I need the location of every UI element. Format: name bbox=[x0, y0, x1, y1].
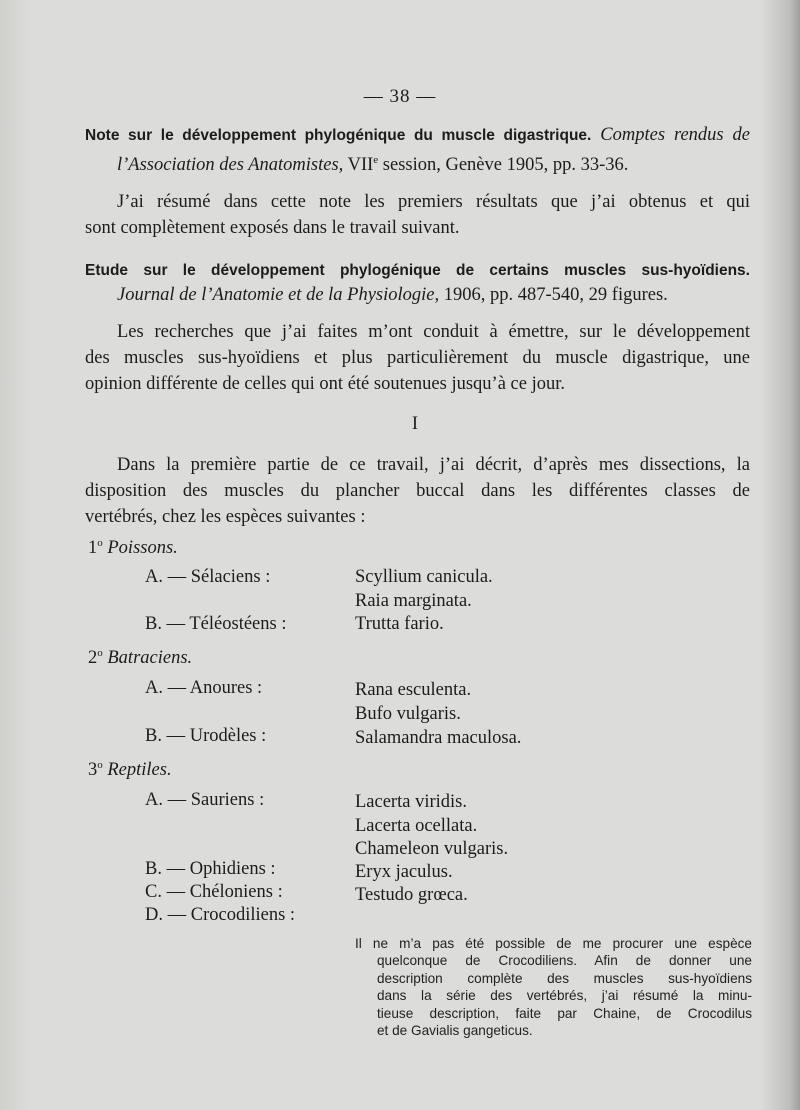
species-chameleon: Chameleon vulgaris. bbox=[355, 839, 509, 859]
entry-2-journal: Journal de l’Anatomie et de la Physiologie, bbox=[117, 285, 440, 305]
entry-1-session-sup: e bbox=[373, 154, 379, 166]
entry-2-reference-rest: 1906, pp. 487-540, 29 figures. bbox=[439, 285, 668, 305]
group-label-ophidiens: B. — Ophidiens : bbox=[145, 859, 276, 879]
entry-1-paragraph-line-2: sont complètement exposés dans le travail suivant. bbox=[85, 218, 460, 239]
page-number: — 38 — bbox=[363, 86, 437, 107]
entry-1-title: Note sur le développement phylogénique du muscle digastrique. bbox=[85, 127, 592, 144]
entry-2-paragraph-line-2: des muscles sus-hyoïdiens et plus particulièrement du muscle digastrique, une bbox=[85, 348, 750, 368]
group-label-selaciens: A. — Sélaciens : bbox=[145, 567, 271, 587]
section-paragraph-line-2: disposition des muscles du plancher buccal dans les différentes classes de bbox=[85, 481, 750, 501]
note-line-6: et de Gavialis gangeticus. bbox=[377, 1023, 533, 1039]
species-rana: Rana esculenta. bbox=[355, 680, 472, 700]
section-paragraph-line-3: vertébrés, chez les espèces suivantes : bbox=[85, 507, 366, 527]
entry-2-reference-line bbox=[85, 283, 750, 307]
entry-2-title: Etude sur le développement phylogénique de certains muscles sus-hyoïdiens. bbox=[85, 262, 750, 279]
entry-1-journal-part-1: Comptes rendus de bbox=[600, 125, 751, 145]
species-salamandra: Salamandra maculosa. bbox=[355, 728, 522, 748]
entry-1-heading-line bbox=[85, 123, 750, 148]
species-eryx: Eryx jaculus. bbox=[355, 862, 453, 882]
species-bufo: Bufo vulgaris. bbox=[355, 704, 461, 724]
species-lacerta-ocellata: Lacerta ocellata. bbox=[355, 816, 478, 836]
entry-1-paragraph-line-1: J’ai résumé dans cette note les premiers résultats que j’ai obtenus et qui bbox=[117, 192, 750, 213]
entry-1-session: VII bbox=[347, 155, 374, 176]
group-label-urodeles: B. — Urodèles : bbox=[145, 726, 267, 746]
section-paragraph bbox=[85, 453, 750, 529]
group-label-crocodiliens: D. — Crocodiliens : bbox=[145, 905, 296, 925]
section-paragraph-line-1: Dans la première partie de ce travail, j’ai décrit, d’après mes dissections, la bbox=[117, 455, 750, 475]
bibliography-entry-2 bbox=[85, 258, 750, 396]
class-heading-poissons: 1$^o$ Poissons. bbox=[88, 537, 178, 559]
note-line-3: description complète des muscles sus-hyoïdiens bbox=[377, 970, 752, 986]
note-line-4: dans la série des vertébrés, j’ai résumé la minu- bbox=[377, 988, 752, 1004]
note-line-2: quelconque de Crocodiliens. Afin de donner une bbox=[377, 953, 752, 969]
group-label-cheloniens: C. — Chéloniens : bbox=[145, 882, 283, 902]
entry-2-paragraph-line-1: Les recherches que j’ai faites m’ont conduit à émettre, sur le développement bbox=[117, 322, 750, 342]
group-label-anoures: A. — Anoures : bbox=[145, 678, 263, 698]
crocodiliens-note bbox=[355, 935, 752, 1039]
entry-1-reference-line bbox=[85, 148, 750, 177]
group-label-sauriens: A. — Sauriens : bbox=[145, 790, 265, 810]
class-heading-batraciens: 2$^o$ Batraciens. bbox=[88, 647, 193, 669]
entry-1-reference-rest: session, Genève 1905, pp. 33-36. bbox=[378, 155, 629, 176]
species-trutta: Trutta fario. bbox=[355, 614, 444, 634]
entry-2-paragraph-line-3: opinion différente de celles qui ont été soutenues jusqu’à ce jour. bbox=[85, 374, 566, 394]
entry-2-heading-line bbox=[85, 258, 750, 283]
group-label-teleosteens: B. — Téléostéens : bbox=[145, 614, 287, 634]
species-testudo: Testudo grœca. bbox=[355, 885, 468, 905]
bibliography-entry-1 bbox=[85, 123, 750, 240]
class-heading-reptiles: 3$^o$ Reptiles. bbox=[88, 759, 172, 781]
note-line-5: tieuse description, faite par Chaine, de Crocodilus bbox=[377, 1005, 752, 1021]
species-lacerta-viridis: Lacerta viridis. bbox=[355, 792, 467, 812]
section-numeral: I bbox=[411, 414, 419, 434]
entry-1-journal-part-2: l’Association des Anatomistes, bbox=[117, 155, 344, 176]
note-line-1: Il ne m’a pas été possible de me procurer une espèce bbox=[355, 936, 752, 951]
species-scyllium: Scyllium canicula. bbox=[355, 567, 493, 587]
species-raia: Raia marginata. bbox=[355, 591, 472, 611]
